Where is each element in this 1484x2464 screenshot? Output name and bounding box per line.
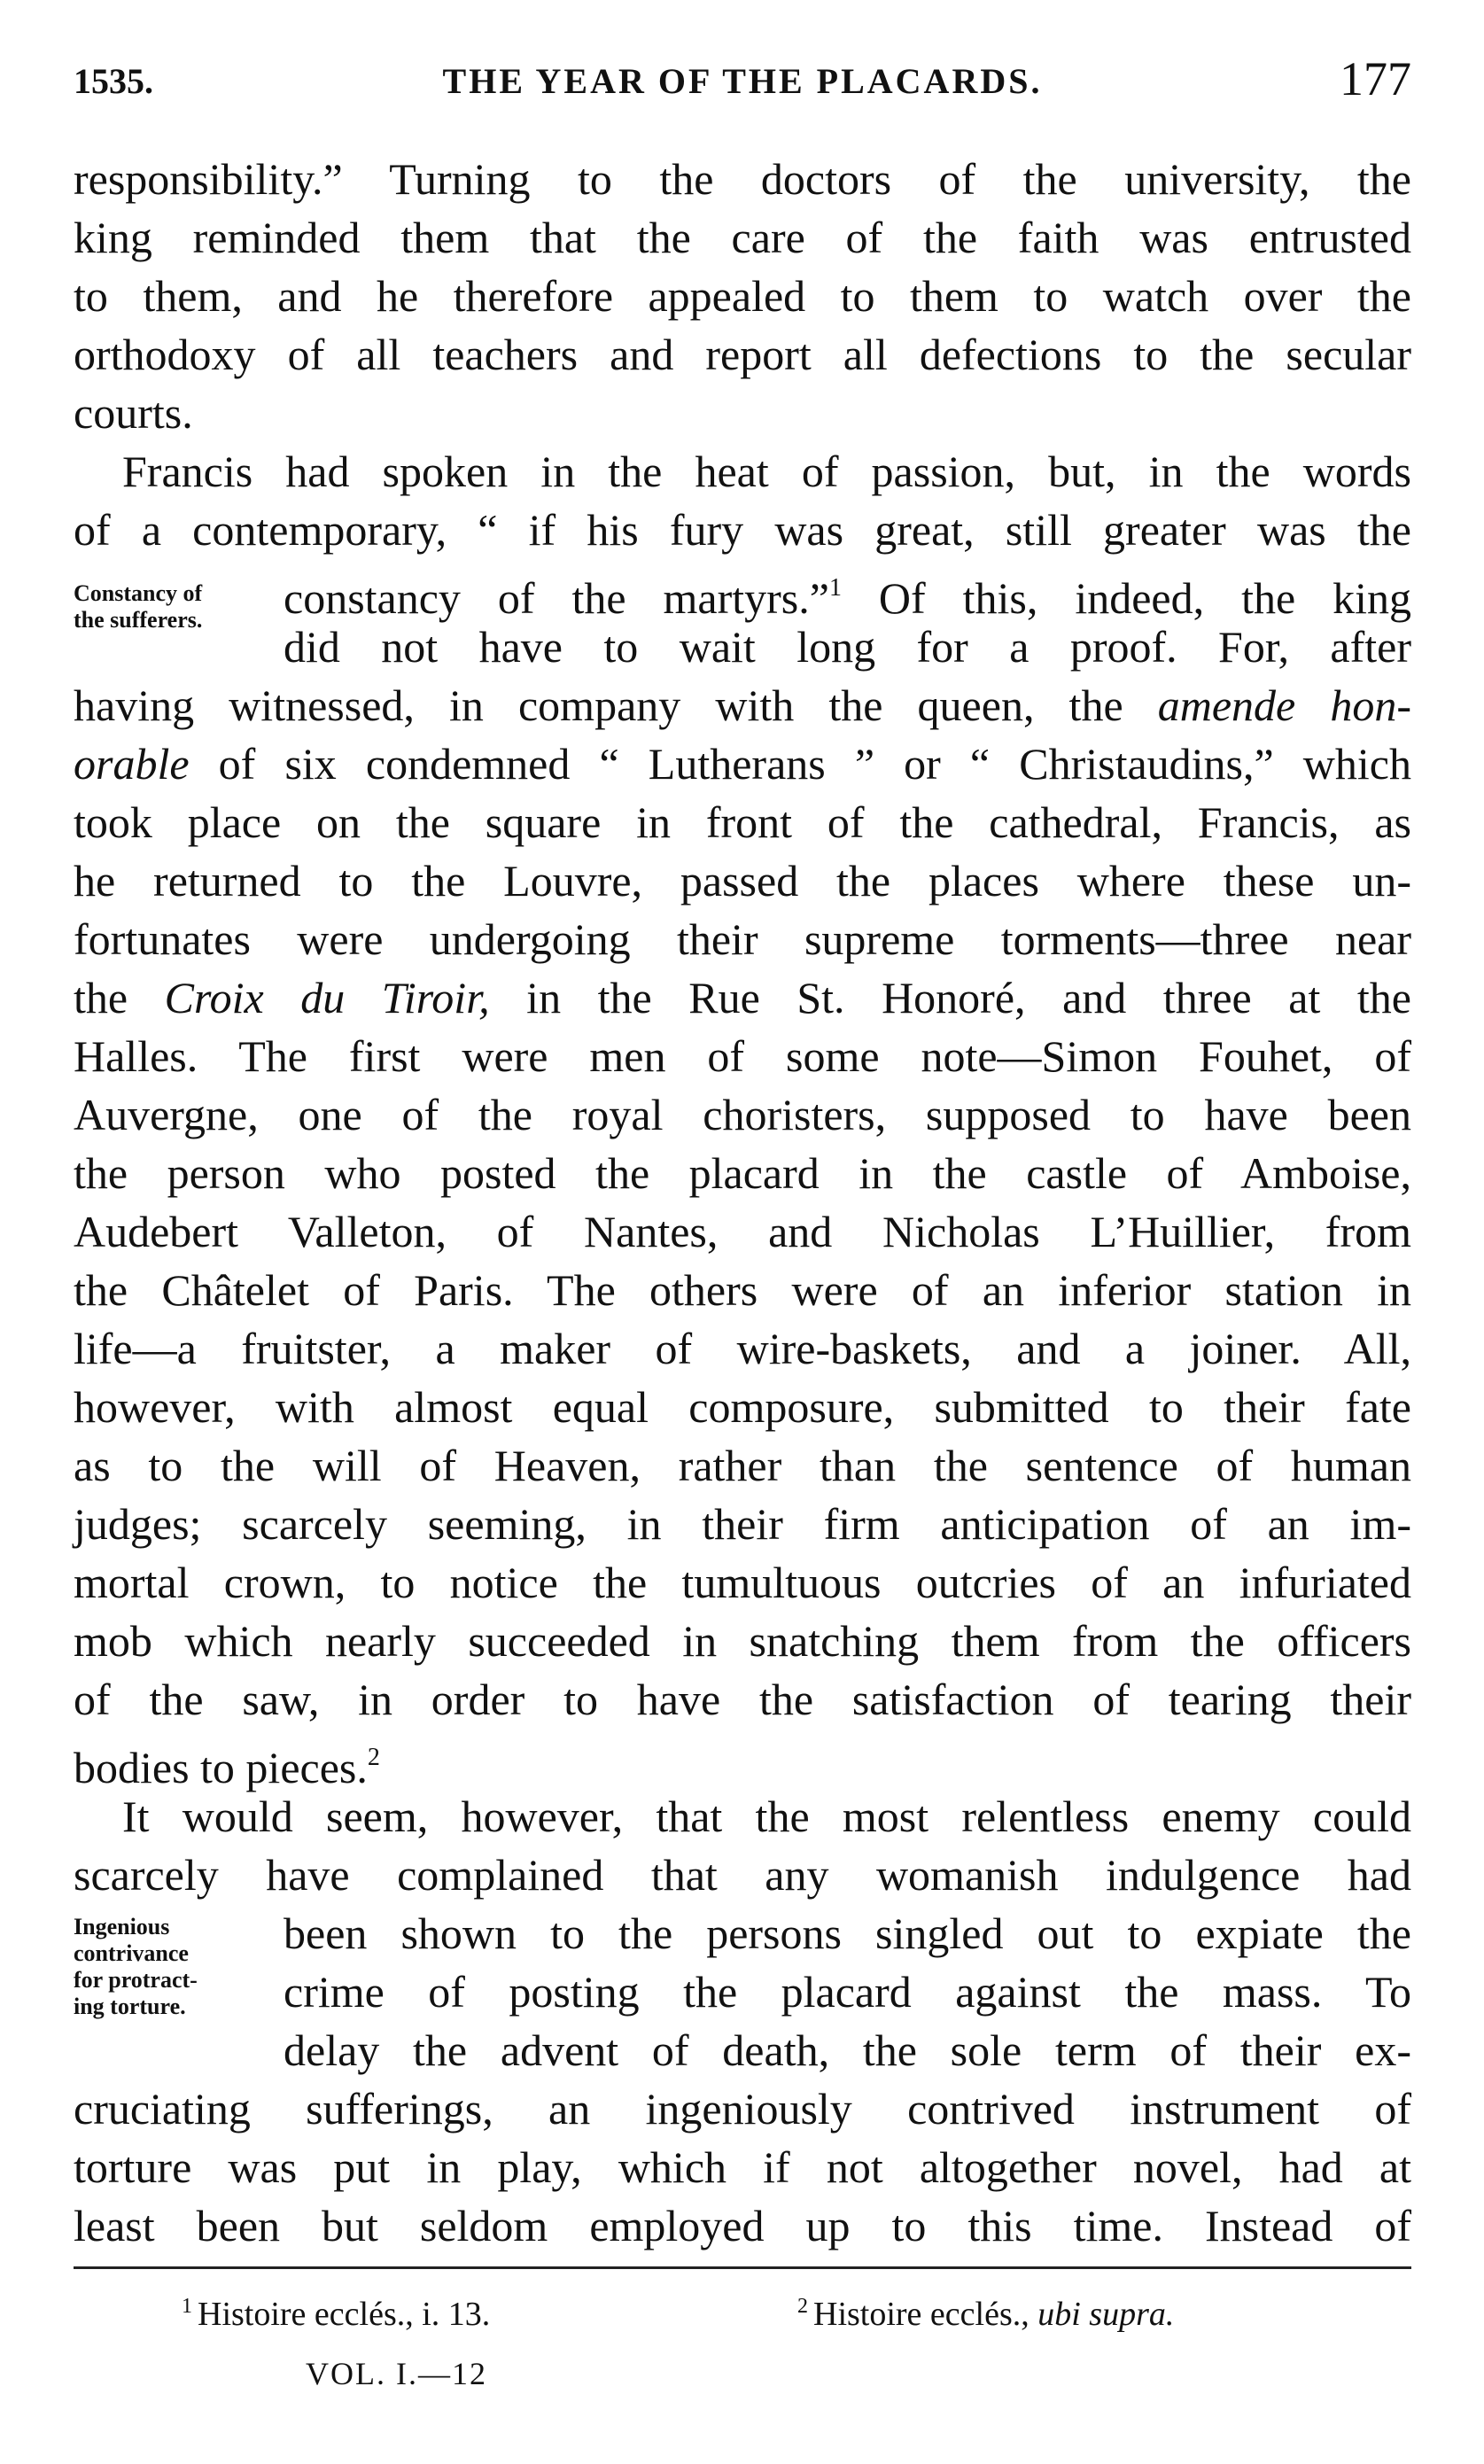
text-line: mob which nearly succeeded in snatching them from the officers <box>74 1616 1411 1666</box>
text-line: as to the will of Heaven, rather than the sentence of human <box>74 1441 1411 1490</box>
text-line: responsibility.” Turning to the doctors of the university, the <box>74 154 1411 204</box>
text-line: Audebert Valleton, of Nantes, and Nicholas L’Huillier, from <box>74 1207 1411 1256</box>
text-line <box>284 560 1411 623</box>
text-line: mortal crown, to notice the tumultuous outcries of an infuriated <box>74 1558 1411 1607</box>
footnote-number: 1 <box>182 2295 192 2318</box>
footnote-2 <box>797 2295 1174 2334</box>
text-line: he returned to the Louvre, passed the places where these un- <box>74 856 1411 906</box>
text-fragment: of six condemned “ Lutherans ” or “ Christaudins,” which <box>218 739 1412 789</box>
text-line: however, with almost equal composure, submitted to their fate <box>74 1382 1411 1432</box>
text-line: fortunates were undergoing their supreme torments—three near <box>74 914 1411 964</box>
text-line: Auvergne, one of the royal choristers, supposed to have been <box>74 1090 1411 1139</box>
text-line: to them, and he therefore appealed to them to watch over the <box>74 271 1411 321</box>
text-line: Halles. The first were men of some note—Simon Fouhet, of <box>74 1031 1411 1081</box>
text-fragment: in the Rue St. Honoré, and three at the <box>526 973 1411 1022</box>
text-line <box>74 969 1411 1026</box>
running-head-year: 1535. <box>74 61 153 101</box>
text-fragment: having witnessed, in company with the queen, the <box>74 680 1123 730</box>
text-line: torture was put in play, which if not altogether novel, had at <box>74 2142 1411 2192</box>
italic-phrase: Croix du Tiroir, <box>164 973 490 1022</box>
text-line: It would seem, however, that the most relentless enemy could <box>122 1792 1411 1841</box>
footnote-text: Histoire ecclés., i. 13. <box>198 2296 491 2333</box>
text-line: king reminded them that the care of the faith was entrusted <box>74 213 1411 262</box>
footnote-mark: 2 <box>367 1744 380 1771</box>
running-head <box>74 51 1411 113</box>
footnote-rule <box>74 2266 1411 2269</box>
text-line <box>74 1729 1411 1792</box>
italic-phrase: amende hon- <box>1157 680 1411 730</box>
footnote-number: 2 <box>797 2295 808 2318</box>
footnote-1 <box>182 2295 490 2334</box>
text-line: life—a fruitster, a maker of wire-baskets, and a joiner. All, <box>74 1324 1411 1373</box>
footnote-mark: 1 <box>828 574 842 602</box>
text-line: orthodoxy of all teachers and report all defections to the secular <box>74 330 1411 379</box>
text-fragment: bodies to pieces. <box>74 1743 368 1792</box>
margin-note-line: for protract- <box>74 1967 198 1993</box>
text-line: scarcely have complained that any womanish indulgence had <box>74 1850 1411 1900</box>
text-fragment: the <box>74 973 128 1022</box>
text-line: crime of posting the placard against the mass. To <box>284 1967 1411 2017</box>
text-line: delay the advent of death, the sole term of their ex- <box>284 2025 1411 2075</box>
text-line: of a contemporary, “ if his fury was great, still greater was the <box>74 505 1411 555</box>
text-line <box>74 735 1411 792</box>
margin-note-line: contrivance <box>74 1940 189 1966</box>
text-line: the Châtelet of Paris. The others were of an inferior station in <box>74 1265 1411 1315</box>
text-fragment: constancy of the martyrs.” <box>284 573 829 623</box>
text-line: of the saw, in order to have the satisfaction of tearing their <box>74 1675 1411 1724</box>
text-fragment: Of this, indeed, the king <box>878 573 1411 623</box>
text-line: least been but seldom employed up to this time. Instead of <box>74 2201 1411 2250</box>
margin-note-line: ing torture. <box>74 1994 186 2019</box>
text-line: took place on the square in front of the cathedral, Francis, as <box>74 797 1411 847</box>
text-line: the person who posted the placard in the castle of Amboise, <box>74 1148 1411 1198</box>
italic-phrase: orable <box>74 739 190 789</box>
text-line: been shown to the persons singled out to expiate the <box>284 1908 1411 1958</box>
text-line: courts. <box>74 388 193 438</box>
footnote-text: Histoire ecclés., <box>813 2296 1029 2333</box>
text-line: cruciating sufferings, an ingeniously contrived instrument of <box>74 2084 1411 2134</box>
footnote-italic: ubi supra. <box>1037 2296 1175 2333</box>
text-line <box>74 677 1411 734</box>
text-line: judges; scarcely seeming, in their firm anticipation of an im- <box>74 1499 1411 1549</box>
margin-note-line: Constancy of <box>74 580 203 606</box>
margin-note-torture <box>74 1914 277 2020</box>
page-number: 177 <box>1340 52 1411 105</box>
margin-note-constancy <box>74 580 277 633</box>
text-line: Francis had spoken in the heat of passion, but, in the words <box>122 447 1411 496</box>
text-line: did not have to wait long for a proof. For, after <box>284 622 1411 672</box>
running-head-title: THE YEAR OF THE PLACARDS. <box>442 61 1043 101</box>
margin-note-line: the sufferers. <box>74 607 203 633</box>
signature-mark: VOL. I.—12 <box>306 2356 487 2391</box>
margin-note-line: Ingenious <box>74 1914 170 1939</box>
